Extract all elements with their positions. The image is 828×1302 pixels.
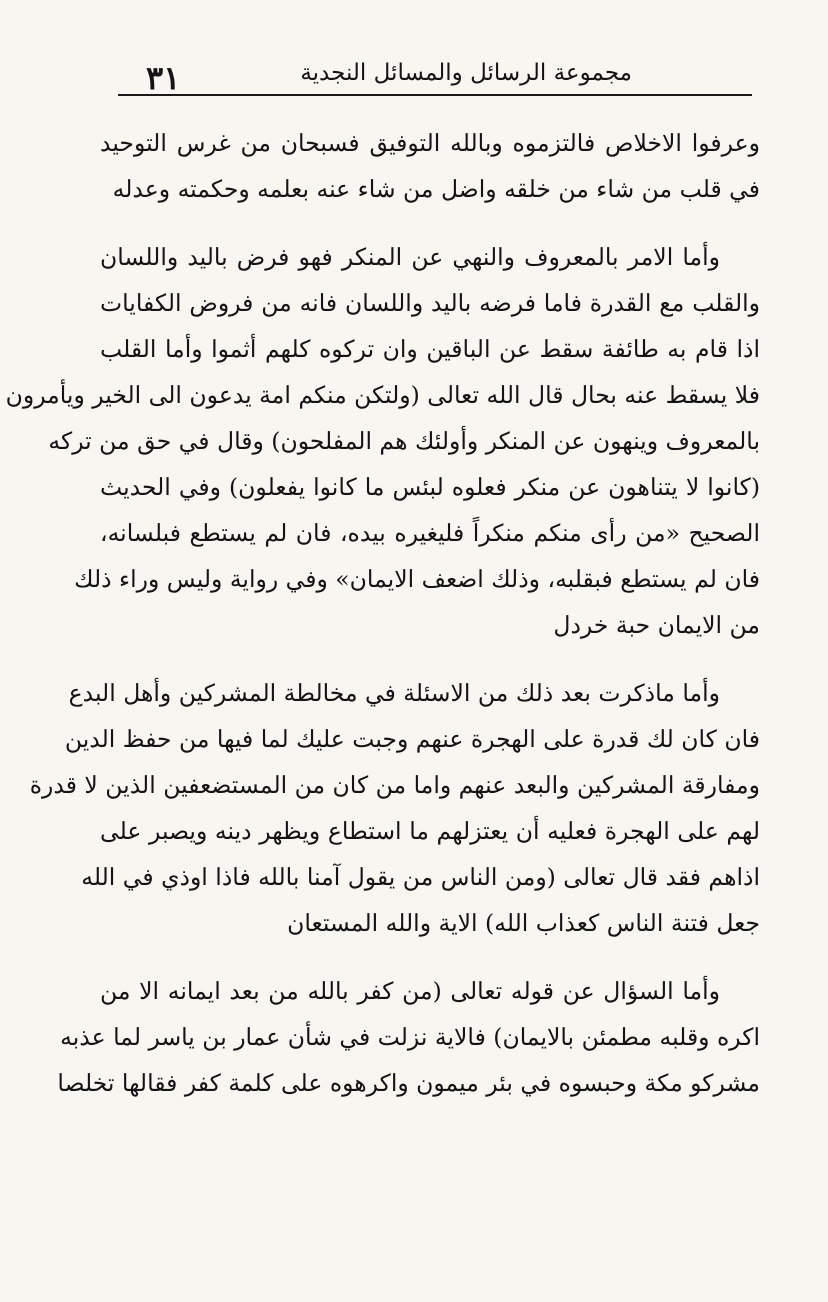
text-line: من الايمان حبة خردل bbox=[553, 611, 760, 639]
text-line: في قلب من شاء من خلقه واضل من شاء عنه بعلمه وحكمته وعدله bbox=[112, 175, 760, 203]
text-line: لهم على الهجرة فعليه أن يعتزلهم ما استطاع ويظهر دينه ويصبر على bbox=[100, 817, 760, 845]
text-line: (كانوا لا يتناهون عن منكر فعلوه لبئس ما كانوا يفعلون) وفي الحديث bbox=[100, 473, 760, 501]
paragraph bbox=[57, 968, 760, 1106]
text-line: الصحيح «من رأى منكم منكراً فليغيره بيده، فان لم يستطع فبلسانه، bbox=[100, 519, 760, 547]
text-line: وأما الامر بالمعروف والنهي عن المنكر فهو فرض باليد واللسان bbox=[100, 243, 720, 271]
header-rule bbox=[118, 94, 752, 96]
text-line: اذاهم فقد قال تعالى (ومن الناس من يقول آمنا بالله فاذا اوذي في الله bbox=[81, 863, 760, 891]
text-line: وأما السؤال عن قوله تعالى (من كفر بالله من بعد ايمانه الا من bbox=[100, 977, 720, 1005]
body-text bbox=[5, 120, 760, 1128]
text-line: اكره وقلبه مطمئن بالايمان) فالاية نزلت في شأن عمار بن ياسر لما عذبه bbox=[60, 1023, 760, 1051]
text-line: وعرفوا الاخلاص فالتزموه وبالله التوفيق فسبحان من غرس التوحيد bbox=[100, 129, 760, 157]
paragraph bbox=[29, 670, 760, 946]
page-header bbox=[118, 50, 752, 100]
text-line: فان كان لك قدرة على الهجرة عنهم وجبت عليك لما فيها من حفظ الدين bbox=[64, 725, 760, 753]
text-line: اذا قام به طائفة سقط عن الباقين وان تركوه كلهم أثموا وأما القلب bbox=[100, 335, 760, 363]
page-number: ٣١ bbox=[146, 59, 181, 97]
text-line: فلا يسقط عنه بحال قال الله تعالى (ولتكن منكم امة يدعون الى الخير ويأمرون bbox=[5, 381, 760, 409]
text-line: فان لم يستطع فبقلبه، وذلك اضعف الايمان» وفي رواية وليس وراء ذلك bbox=[74, 565, 760, 593]
paragraph bbox=[5, 234, 760, 648]
text-line: والقلب مع القدرة فاما فرضه باليد واللسان فانه من فروض الكفايات bbox=[100, 289, 760, 317]
paragraph bbox=[100, 120, 760, 212]
text-line: مشركو مكة وحبسوه في بئر ميمون واكرهوه على كلمة كفر فقالها تخلصا bbox=[57, 1069, 760, 1097]
text-line: بالمعروف وينهون عن المنكر وأولئك هم المفلحون) وقال في حق من تركه bbox=[48, 427, 760, 455]
text-line: جعل فتنة الناس كعذاب الله) الاية والله المستعان bbox=[287, 909, 760, 937]
text-line: ومفارقة المشركين والبعد عنهم واما من كان من المستضعفين الذين لا قدرة bbox=[29, 771, 760, 799]
text-line: وأما ماذكرت بعد ذلك من الاسئلة في مخالطة المشركين وأهل البدع bbox=[68, 679, 720, 707]
running-title: مجموعة الرسائل والمسائل النجدية bbox=[300, 60, 632, 86]
